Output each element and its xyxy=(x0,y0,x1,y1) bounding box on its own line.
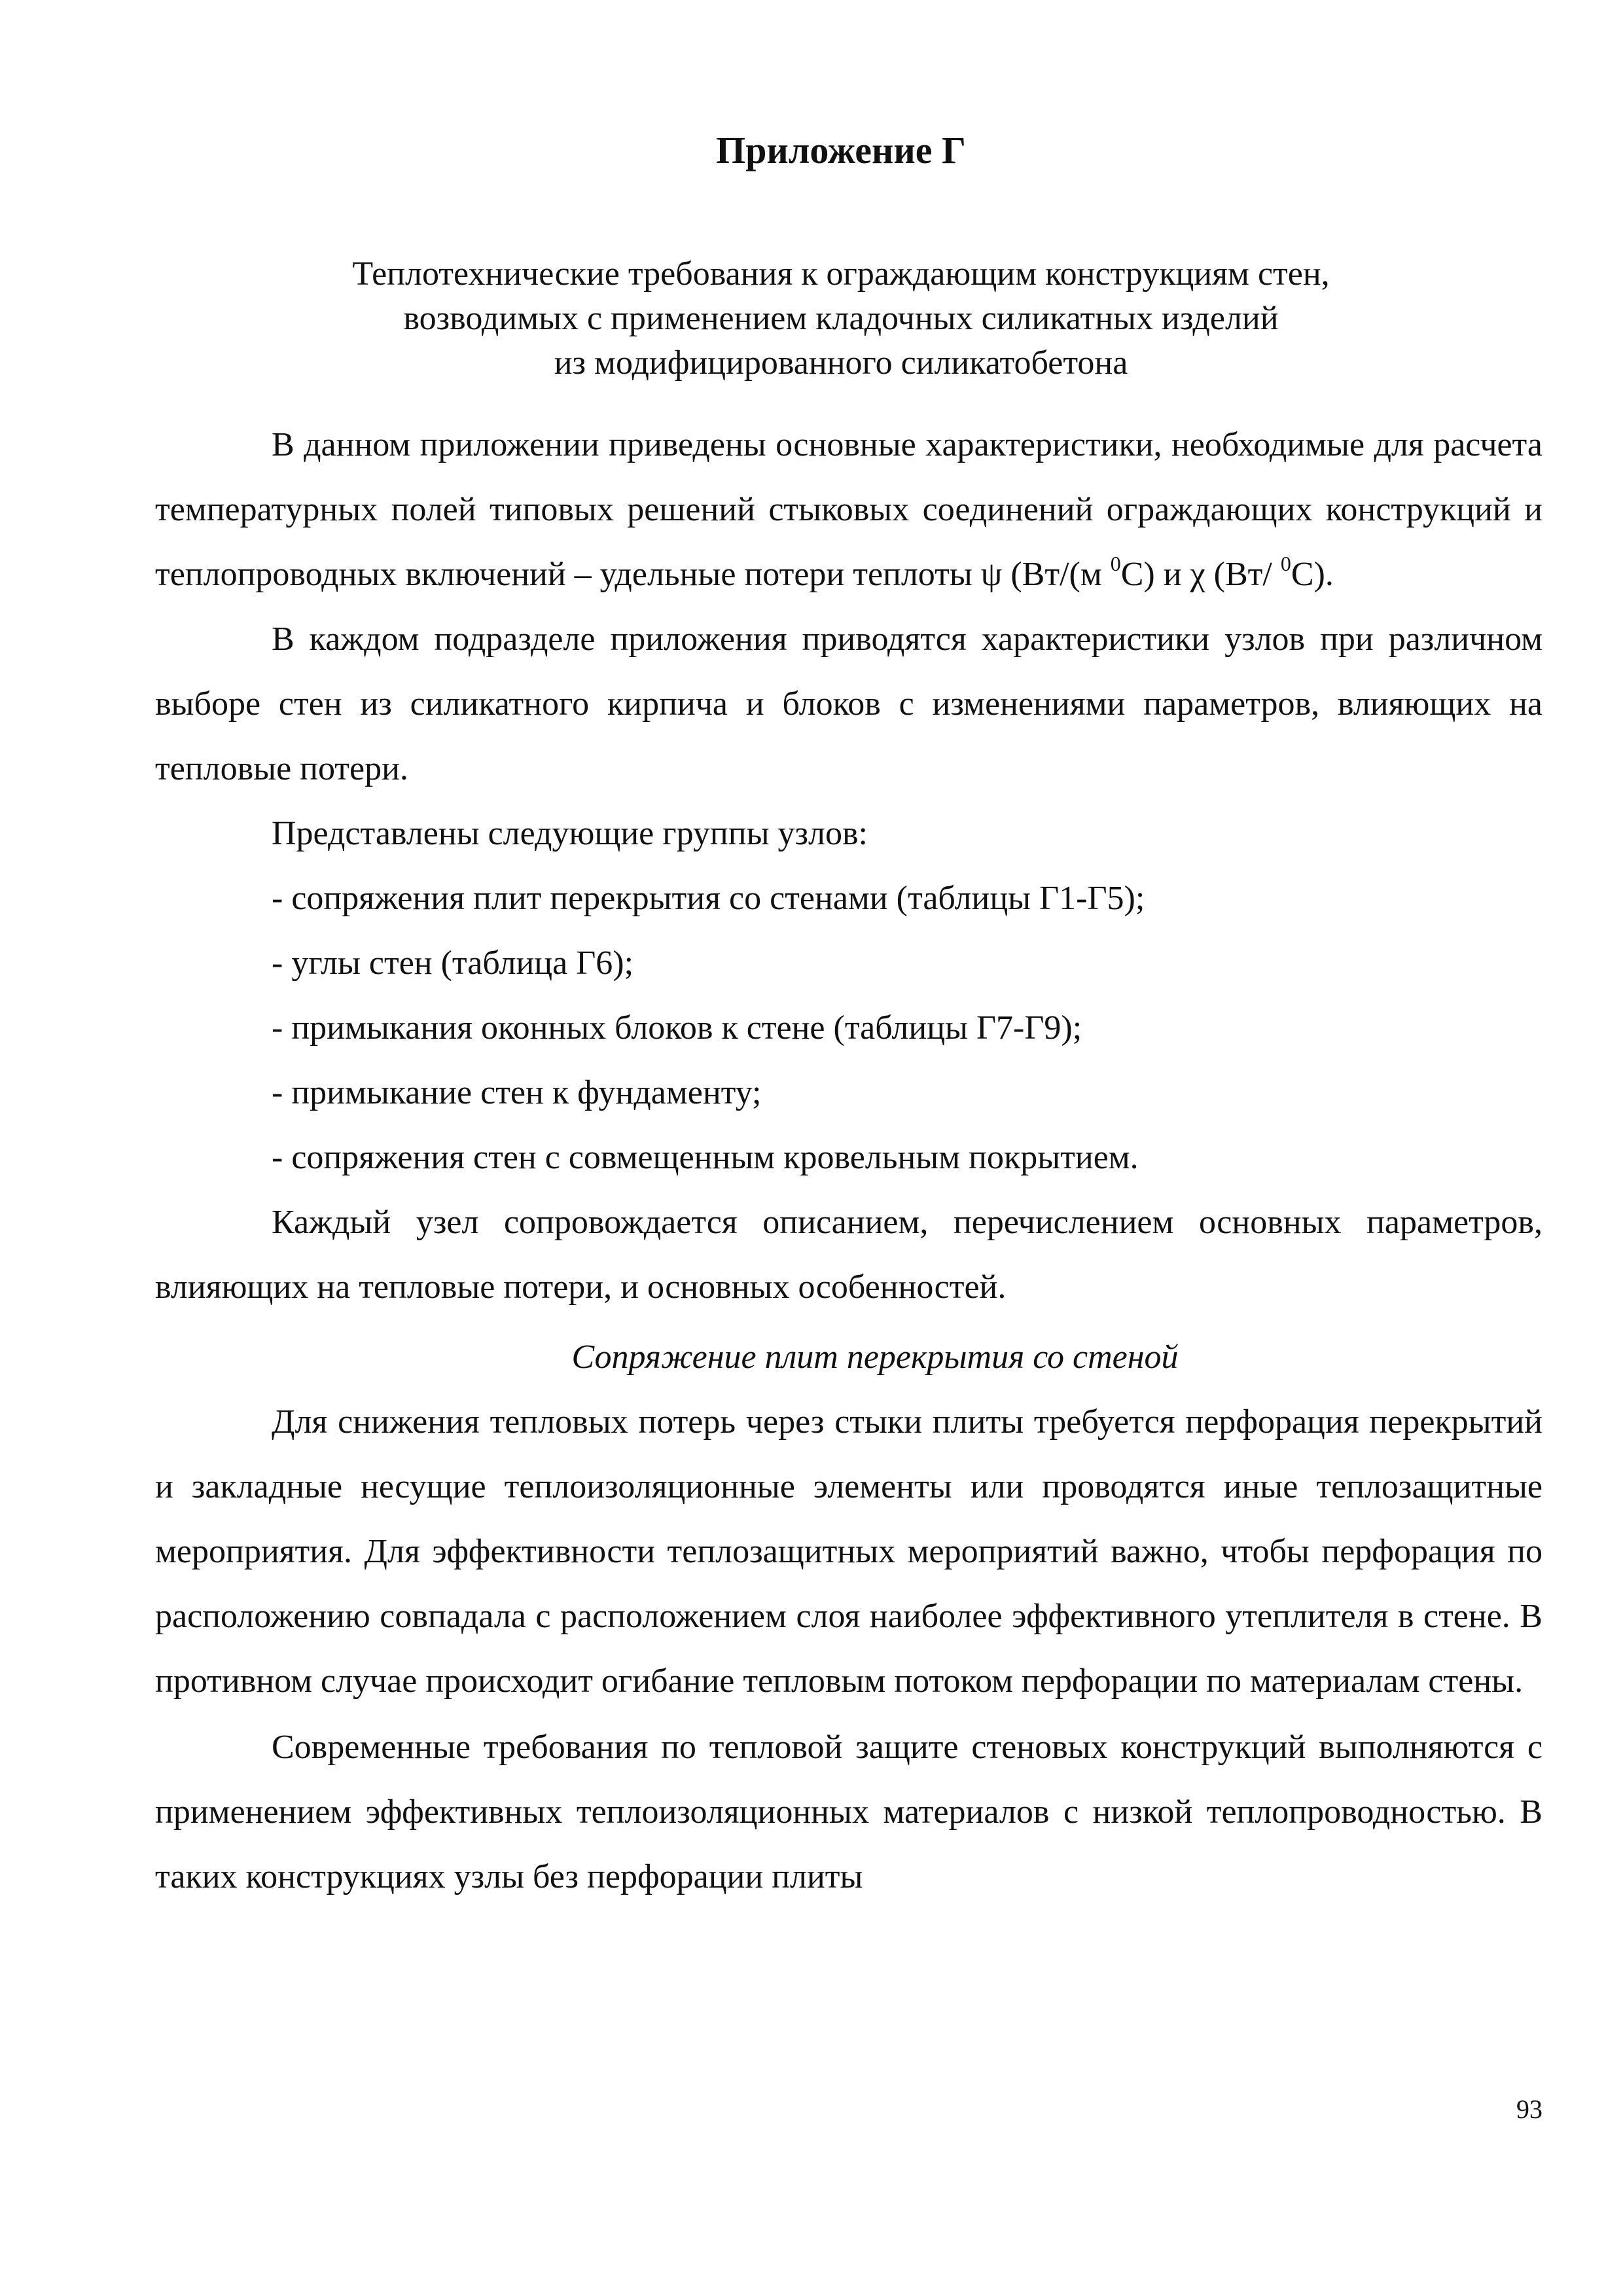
paragraph-intro-2: В каждом подразделе приложения приводятся характеристики узлов при различном выборе стен из силикатного кирпича и блоков с изменениями параметров, влияющих на тепловые потери. xyxy=(155,620,1543,787)
paragraph-text: В данном приложении приведены основные характеристики, необходимые для расчета температурных полей типовых решений стыковых соединений ограждающих конструкций и теплопроводных включений – удельные потери теплоты ψ (Вт/(м xyxy=(155,426,1543,593)
list-item: - примыкание стен к фундаменту; xyxy=(272,1074,762,1111)
paragraph-text: С). xyxy=(1291,556,1334,593)
paragraph-intro-3: Представлены следующие группы узлов: xyxy=(272,815,868,852)
list-item: - сопряжения стен с совмещенным кровельным покрытием. xyxy=(272,1139,1139,1176)
subtitle-line: Теплотехнические требования к ограждающим конструкциям стен, xyxy=(352,255,1330,293)
paragraph-intro-1 xyxy=(155,412,1543,607)
section-heading: Сопряжение плит перекрытия со стеной xyxy=(571,1338,1179,1376)
paragraph-section-1: Для снижения тепловых потерь через стыки плиты требуется перфорация перекрытий и закладные несущие теплоизоляционные элементы или проводятся иные теплозащитные мероприятия. Для эффективности теплозащитных мероприятий важно, чтобы перфорация по расположению совпадала с расположением слоя наиболее эффективного утеплителя в стене. В противном случае происходит огибание тепловым потоком перфорации по материалам стены. xyxy=(155,1403,1543,1700)
page-subtitle xyxy=(0,252,1623,386)
paragraph-section-2: Современные требования по тепловой защите стеновых конструкций выполняются с применением эффективных теплоизоляционных материалов с низкой теплопроводностью. В таких конструкциях узлы без перфорации плиты xyxy=(155,1729,1543,1895)
superscript-degree: 0 xyxy=(1110,552,1121,575)
list-item: - сопряжения плит перекрытия со стенами (таблицы Г1-Г5); xyxy=(272,880,1145,917)
list-item: - углы стен (таблица Г6); xyxy=(272,944,634,982)
subtitle-line: возводимых с применением кладочных силикатных изделий xyxy=(403,300,1279,337)
page-title: Приложение Г xyxy=(716,129,966,171)
list-item: - примыкания оконных блоков к стене (таблицы Г7-Г9); xyxy=(272,1009,1082,1047)
superscript-degree: 0 xyxy=(1280,552,1291,575)
page-number: 93 xyxy=(1516,2094,1543,2124)
paragraph-intro-4: Каждый узел сопровождается описанием, перечислением основных параметров, влияющих на тепловые потери, и основных особенностей. xyxy=(155,1204,1543,1306)
paragraph-text: С) и χ (Вт/ xyxy=(1120,556,1281,593)
subtitle-line: из модифицированного силикатобетона xyxy=(554,344,1128,382)
document-body xyxy=(155,412,1543,1909)
